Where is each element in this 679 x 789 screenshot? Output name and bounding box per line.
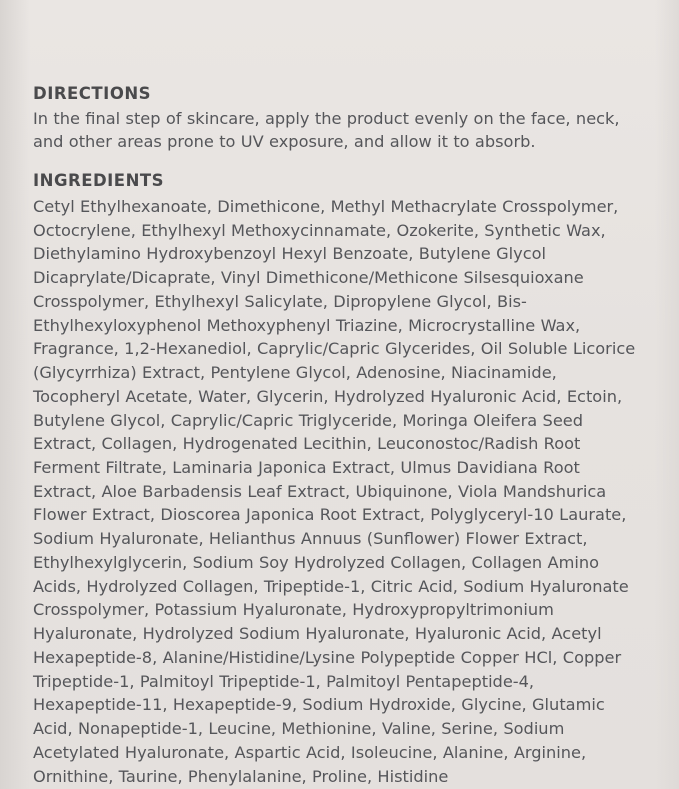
label-content: [33, 84, 648, 788]
ingredients-section: [33, 171, 648, 788]
directions-section: [33, 84, 648, 153]
ingredients-text: Cetyl Ethylhexanoate, Dimethicone, Methyl Methacrylate Crosspolymer, Octocrylene, Ethylhexyl Methoxycinnamate, Ozokerite, Synthetic Wax, Diethylamino Hydroxybenzoyl Hexyl Benzoate, Butylene Glycol Dicaprylate/Dicaprate, Vinyl Dimethicone/Methicone Silsesquioxane Crosspolymer, Ethylhexyl Salicylate, Dipropylene Glycol, Bis-Ethylhexyloxyphenol Methoxyphenyl Triazine, Microcrystalline Wax, Fragrance, 1,2-Hexanediol, Caprylic/Capric Glycerides, Oil Soluble Licorice (Glycyrrhiza) Extract, Pentylene Glycol, Adenosine, Niacinamide, Tocopheryl Acetate, Water, Glycerin, Hydrolyzed Hyaluronic Acid, Ectoin, Butylene Glycol, Caprylic/Capric Triglyceride, Moringa Oleifera Seed Extract, Collagen, Hydrogenated Lecithin, Leuconostoc/Radish Root Ferment Filtrate, Laminaria Japonica Extract, Ulmus Davidiana Root Extract, Aloe Barbadensis Leaf Extract, Ubiquinone, Viola Mandshurica Flower Extract, Dioscorea Japonica Root Extract, Polyglyceryl-10 Laurate, Sodium Hyaluronate, Helianthus Annuus (Sunflower) Flower Extract, Ethylhexylglycerin, Sodium Soy Hydrolyzed Collagen, Collagen Amino Acids, Hydrolyzed Collagen, Tripeptide-1, Citric Acid, Sodium Hyaluronate Crosspolymer, Potassium Hyaluronate, Hydroxypropyltrimonium Hyaluronate, Hydrolyzed Sodium Hyaluronate, Hyaluronic Acid, Acetyl Hexapeptide-8, Alanine/Histidine/Lysine Polypeptide Copper HCl, Copper Tripeptide-1, Palmitoyl Tripeptide-1, Palmitoyl Pentapeptide-4, Hexapeptide-11, Hexapeptide-9, Sodium Hydroxide, Glycine, Glutamic Acid, Nonapeptide-1, Leucine, Methionine, Valine, Serine, Sodium Acetylated Hyaluronate, Aspartic Acid, Isoleucine, Alanine, Arginine, Ornithine, Taurine, Phenylalanine, Proline, Histidine: [33, 196, 636, 786]
directions-text: In the final step of skincare, apply the product evenly on the face, neck, and other areas prone to UV exposure, and allow it to absorb.: [33, 108, 620, 151]
directions-heading: DIRECTIONS: [33, 84, 152, 103]
ingredients-heading: INGREDIENTS: [33, 171, 165, 191]
